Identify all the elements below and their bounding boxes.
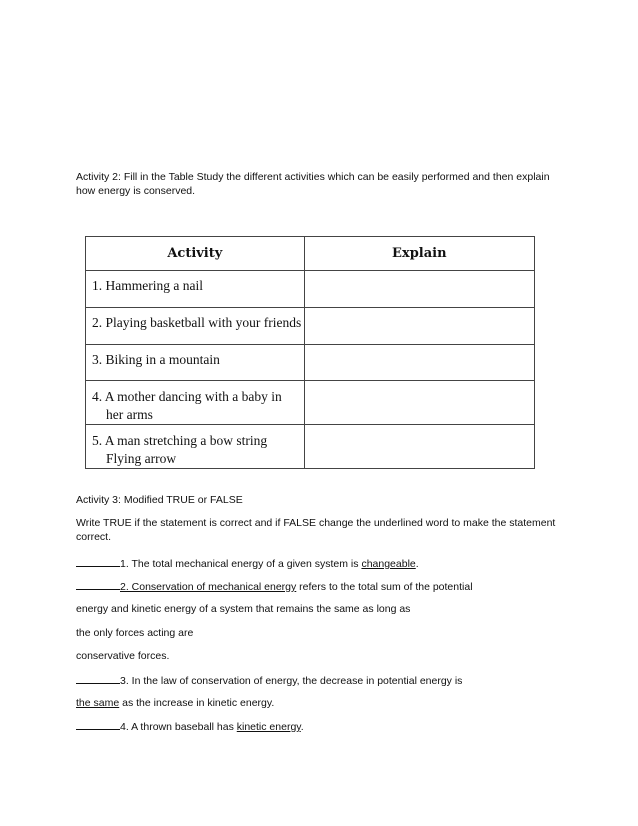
item-2-line4: conservative forces.	[76, 650, 170, 662]
item-2: 2. Conservation of mechanical energy refers to the total sum of the potential	[76, 579, 566, 594]
answer-blank[interactable]	[76, 673, 120, 684]
item-2-line3: the only forces acting are	[76, 627, 194, 639]
explain-cell[interactable]	[304, 308, 534, 345]
activity-text-cont: Flying arrow	[106, 451, 177, 466]
activity-text-cont: her arms	[106, 407, 153, 422]
explain-cell[interactable]	[304, 345, 534, 381]
header-activity: Activity	[86, 237, 305, 271]
answer-blank[interactable]	[76, 579, 120, 590]
item-3: 3. In the law of conservation of energy, the decrease in potential energy is	[76, 673, 566, 688]
explain-cell[interactable]	[304, 381, 534, 425]
explain-cell[interactable]	[304, 425, 534, 469]
item-1: 1. The total mechanical energy of a given system is changeable.	[76, 556, 566, 571]
activity-text: 3. Biking in a mountain	[92, 352, 220, 367]
answer-blank[interactable]	[76, 556, 120, 567]
table-row	[86, 345, 535, 381]
table-row	[86, 308, 535, 345]
item-3-line2: the same as the increase in kinetic energy.	[76, 697, 275, 709]
item-2-line2: energy and kinetic energy of a system that remains the same as long as	[76, 603, 411, 615]
item-4: 4. A thrown baseball has kinetic energy.	[76, 719, 566, 734]
table-row	[86, 381, 535, 425]
activity-text: 2. Playing basketball with your friends	[92, 315, 302, 330]
activity-text: 4. A mother dancing with a baby in	[92, 389, 282, 404]
header-explain: Explain	[304, 237, 534, 271]
explain-cell[interactable]	[304, 271, 534, 308]
activity2-instructions: Activity 2: Fill in the Table Study the different activities which can be easily performed and then explain how energy is conserved.	[76, 171, 550, 197]
activity3-instructions: Write TRUE if the statement is correct and if FALSE change the underlined word to make the statement correct.	[76, 517, 556, 543]
activity-text: 5. A man stretching a bow string	[92, 433, 268, 448]
answer-blank[interactable]	[76, 719, 120, 730]
activity3-title: Activity 3: Modified TRUE or FALSE	[76, 494, 243, 506]
activity-text: 1. Hammering a nail	[92, 278, 203, 293]
table-row	[86, 271, 535, 308]
activity-table	[85, 236, 535, 469]
table-row	[86, 425, 535, 469]
